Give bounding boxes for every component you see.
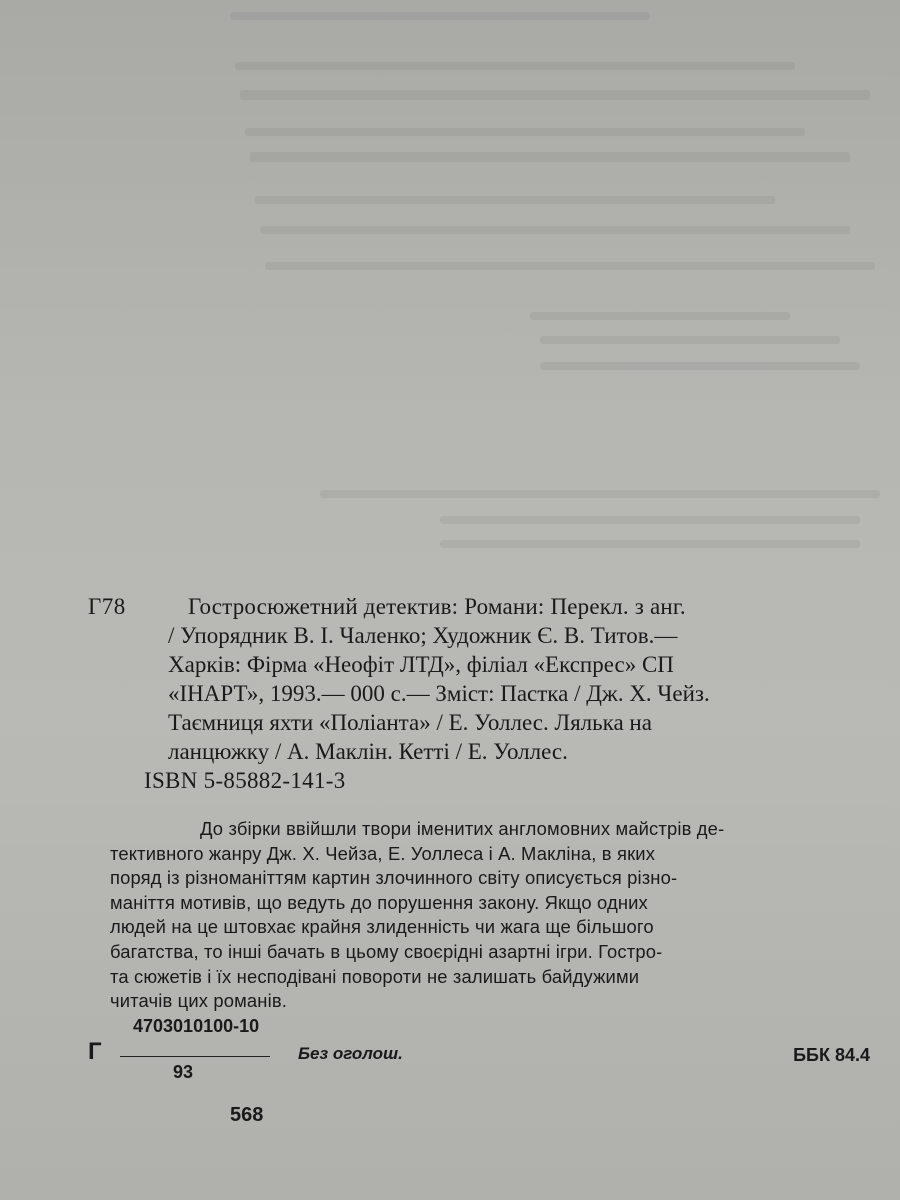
annotation-line: поряд із різноманіттям картин злочинного світу описується різно- <box>110 867 678 889</box>
catalog-code: Г78 <box>88 594 126 619</box>
imprint-year: 93 <box>173 1062 194 1082</box>
annotation-line: тективного жанру Дж. Х. Чейза, Е. Уоллеса і А. Макліна, в яких <box>110 842 656 864</box>
annotation-line: людей на це штовхає крайня злиденність чи жага ще більшого <box>110 916 654 938</box>
catalog-line-1: Гостросюжетний детектив: Романи: Перекл. з анг. <box>188 594 686 619</box>
catalog-entry <box>88 592 878 795</box>
isbn: ISBN 5-85882-141-3 <box>144 768 346 793</box>
annotation-line: та сюжетів і їх несподівані повороти не залишать байдужими <box>110 965 640 987</box>
show-through-text <box>0 0 900 560</box>
imprint-note: Без оголош. <box>298 1044 403 1063</box>
page-number: 568 <box>230 1104 264 1126</box>
catalog-line-6: ланцюжку / А. Маклін. Кетті / Е. Уоллес. <box>168 739 568 764</box>
imprint-number: 4703010100-10 <box>133 1016 260 1036</box>
annotation-line: багатства, то інші бачать в цьому своєрідні азартні ігри. Гостро- <box>110 940 663 962</box>
annotation-line: До збірки ввійшли твори іменитих англомовних майстрів де- <box>200 818 725 839</box>
imprint-letter: Г <box>88 1038 102 1065</box>
catalog-line-4: «ІНАРТ», 1993.— 000 с.— Зміст: Пастка / Дж. Х. Чейз. <box>168 681 710 706</box>
annotation-line: читачів цих романів. <box>110 990 288 1012</box>
fraction-rule <box>120 1056 270 1057</box>
annotation-line: маніття мотивів, що ведуть до порушення закону. Якщо одних <box>110 891 648 913</box>
catalog-line-3: Харків: Фірма «Неофіт ЛТД», філіал «Експрес» СП <box>168 652 674 677</box>
catalog-line-2: / Упорядник В. І. Чаленко; Художник Є. В. Титов.— <box>168 623 678 648</box>
catalog-line-5: Таємниця яхти «Поліанта» / Е. Уоллес. Лялька на <box>168 710 652 735</box>
imprint-block <box>88 1016 878 1126</box>
bbk-code: ББК 84.4 <box>793 1045 870 1065</box>
annotation <box>110 817 880 1014</box>
